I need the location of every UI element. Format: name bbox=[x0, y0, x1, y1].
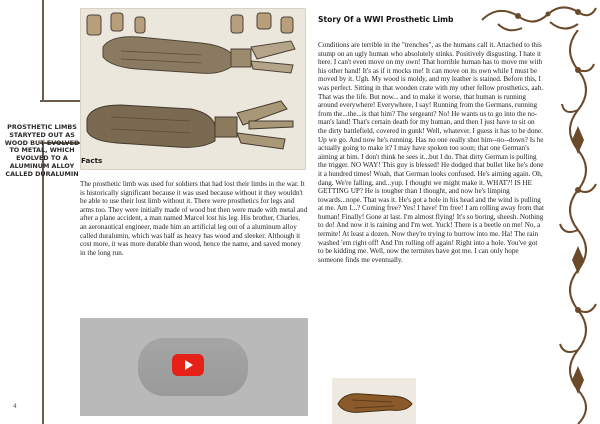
image-caption: PROSTHETIC LIMBS STARYTED OUT AS WOOD BUT EVOLVED TO METAL, WHICH EVOLVED TO A ALUMINUM ALLOY CALLED DURALUMIN bbox=[4, 123, 80, 178]
facts-heading: Facts bbox=[81, 156, 103, 165]
story-heading: Story Of a WWI Prosthetic Limb bbox=[318, 15, 454, 24]
prosthetic-fragment-photo bbox=[332, 378, 416, 424]
rule-line-bottom bbox=[42, 142, 44, 424]
rule-line-top bbox=[42, 0, 44, 100]
page-number: 4 bbox=[13, 403, 17, 410]
youtube-play-icon[interactable] bbox=[172, 354, 204, 376]
video-embed[interactable] bbox=[80, 318, 308, 416]
play-triangle-icon bbox=[172, 354, 204, 376]
story-body: Conditions are terrible in the "trenches", as the humans call it. Attached to this stump on an ugly human who absolutely stinks. Positively disgusting. I hate it here. I can't even move on my own! That horrible human has to move me with his other hand! It's as if it mocks me! It can move on its own while I must be moved by it. Ugh. My wood is moldy, and my leather is stained. Before this, I was perfect. Sitting in that wooden crate with my other fellow prosthetics, aah. That was the life. But now... and to make it worse, that human is running around everywhere! Everywhere, I say! Running from the Germans, running from the...the...is that him? The sergeant? No! He wants us to go into the no-man's land! That's certain death for my human, and then I just have to sit on the dirty battlefield, covered in gunk! Well, whatever. I guess it has to be done. Up we go. And now he's running. Has no one really shot him--no--down? Is he actually going to make it? I may have spoken too soon; that one German's aiming at him. I don't think he sees it...but I do. That dirty German is pulling the trigger. NO WAY! This guy is blessed! He dodged that bullet like he's done it a hundred times! Woah, that German looks confused. He's aiming again. Oh, dang. We're falling, and...yup. I thought we might make it. WHAT?! IS HE GETTING UP? He is tougher than I thought, and now he's limping towards...nope. That was it. He's got a hole in his head and the wind is pulling at me. Am I...? Coming free? Yes! I have! I'm free! I am rolling away from that human! Finally! Gone at last. I'm almost flying! It's so boring, sheesh. Nothing to do! And now it is raining and I'm wet. Yuck! There is a beetle on me! No, a termite! At least a dozen. Now they're trying to burrow into me. Ha! The rain washed 'em right off! And I'm rolling off again! Right into a hole. You've got to be kidding me. Well, now the termites have got me. I can only hope someone finds me eventually. bbox=[318, 41, 544, 264]
rule-line-h1 bbox=[40, 100, 80, 102]
prosthetic-arms-photo bbox=[80, 8, 306, 170]
facts-body: The prosthetic limb was used for soldiers that had lost their limbs in the war. It is historically significant because it was used because without it they wouldn't be able to use their lost limb without it. There were prosthetics for legs and arms too. They were initially made of wood but then were made with metal and after a plane accident, a man named Marcel lost his leg. His brother, Charles, an aeronautical engineer, made him an artificial leg out of a aluminum alloy called duralumin, which was half as heavy has wood and sleeker. Although it cost more, it was more durable than wood, hence the name, and saved money in the long run. bbox=[80, 180, 308, 257]
vertical-flourish-ornament bbox=[556, 30, 600, 424]
